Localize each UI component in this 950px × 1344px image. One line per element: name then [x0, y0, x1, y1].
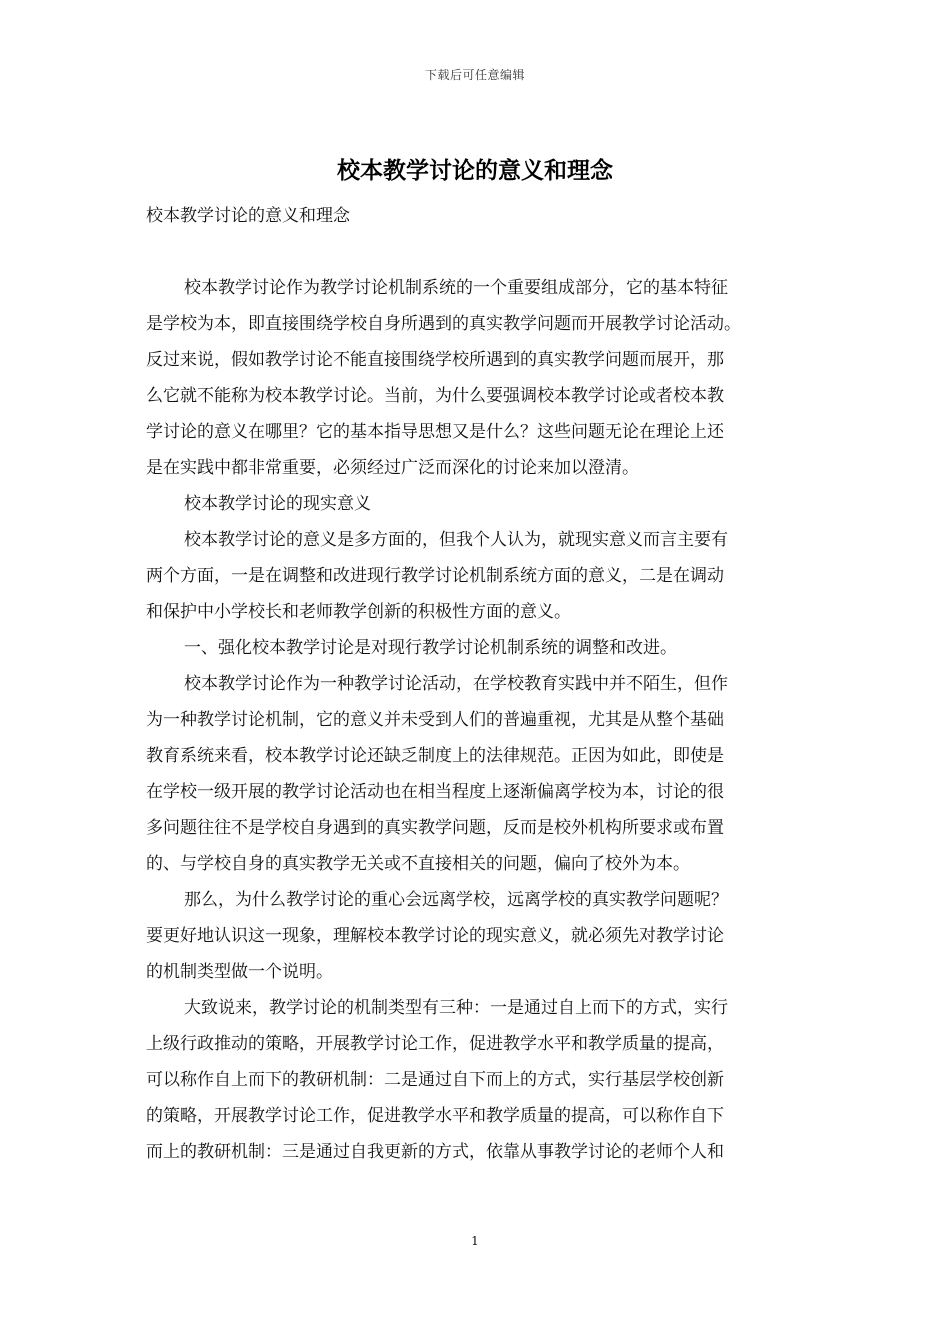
text-line: 上级行政推动的策略，开展教学讨论工作，促进教学水平和教学质量的提高，	[146, 1034, 724, 1054]
text-line: 一、强化校本教学讨论是对现行教学讨论机制系统的调整和改进。	[184, 638, 677, 658]
text-line: 么它就不能称为校本教学讨论。当前，为什么要强调校本教学讨论或者校本教	[146, 386, 724, 406]
text-line: 是在实践中都非常重要，必须经过广泛而深化的讨论来加以澄清。	[146, 458, 639, 478]
text-line: 而上的教研机制：三是通过自我更新的方式，依靠从事教学讨论的老师个人和	[146, 1142, 724, 1162]
text-line: 校本教学讨论作为一种教学讨论活动，在学校教育实践中并不陌生，但作	[184, 674, 728, 694]
text-line: 反过来说，假如教学讨论不能直接围绕学校所遇到的真实教学问题而展开，那	[146, 350, 724, 370]
text-line: 那么，为什么教学讨论的重心会远离学校，远离学校的真实教学问题呢？	[184, 890, 728, 910]
text-line: 的策略，开展教学讨论工作，促进教学水平和教学质量的提高，可以称作自下	[146, 1106, 724, 1126]
document-title: 校本教学讨论的意义和理念	[337, 157, 613, 184]
text-line: 校本教学讨论作为教学讨论机制系统的一个重要组成部分，它的基本特征	[184, 278, 728, 298]
text-line: 是学校为本，即直接围绕学校自身所遇到的真实教学问题而开展教学讨论活动。	[146, 314, 741, 334]
text-line: 和保护中小学校长和老师教学创新的积极性方面的意义。	[146, 602, 571, 622]
text-line: 在学校一级开展的教学讨论活动也在相当程度上逐渐偏离学校为本，讨论的很	[146, 782, 724, 802]
text-line: 的、与学校自身的真实教学无关或不直接相关的问题，偏向了校外为本。	[146, 854, 690, 874]
text-line: 教育系统来看，校本教学讨论还缺乏制度上的法律规范。正因为如此，即使是	[146, 746, 724, 766]
text-line: 大致说来，教学讨论的机制类型有三种：一是通过自上而下的方式，实行	[184, 998, 728, 1018]
text-line: 校本教学讨论的现实意义	[184, 494, 371, 514]
download-note: 下载后可任意编辑	[424, 68, 525, 82]
text-line: 为一种教学讨论机制，它的意义并未受到人们的普遍重视，尤其是从整个基础	[146, 710, 724, 730]
text-line: 两个方面，一是在调整和改进现行教学讨论机制系统方面的意义，二是在调动	[146, 566, 724, 586]
text-line: 多问题往往不是学校自身遇到的真实教学问题，反而是校外机构所要求或布置	[146, 818, 724, 838]
page-number: 1	[471, 1234, 479, 1248]
text-line: 学讨论的意义在哪里？它的基本指导思想又是什么？这些问题无论在理论上还	[146, 422, 724, 442]
body-text	[146, 270, 812, 1170]
text-line: 要更好地认识这一现象，理解校本教学讨论的现实意义，就必须先对教学讨论	[146, 926, 724, 946]
text-line: 的机制类型做一个说明。	[146, 962, 333, 982]
document-subtitle: 校本教学讨论的意义和理念	[146, 206, 350, 226]
text-line: 可以称作自上而下的教研机制：二是通过自下而上的方式，实行基层学校创新	[146, 1070, 724, 1090]
text-line: 校本教学讨论的意义是多方面的，但我个人认为，就现实意义而言主要有	[184, 530, 728, 550]
